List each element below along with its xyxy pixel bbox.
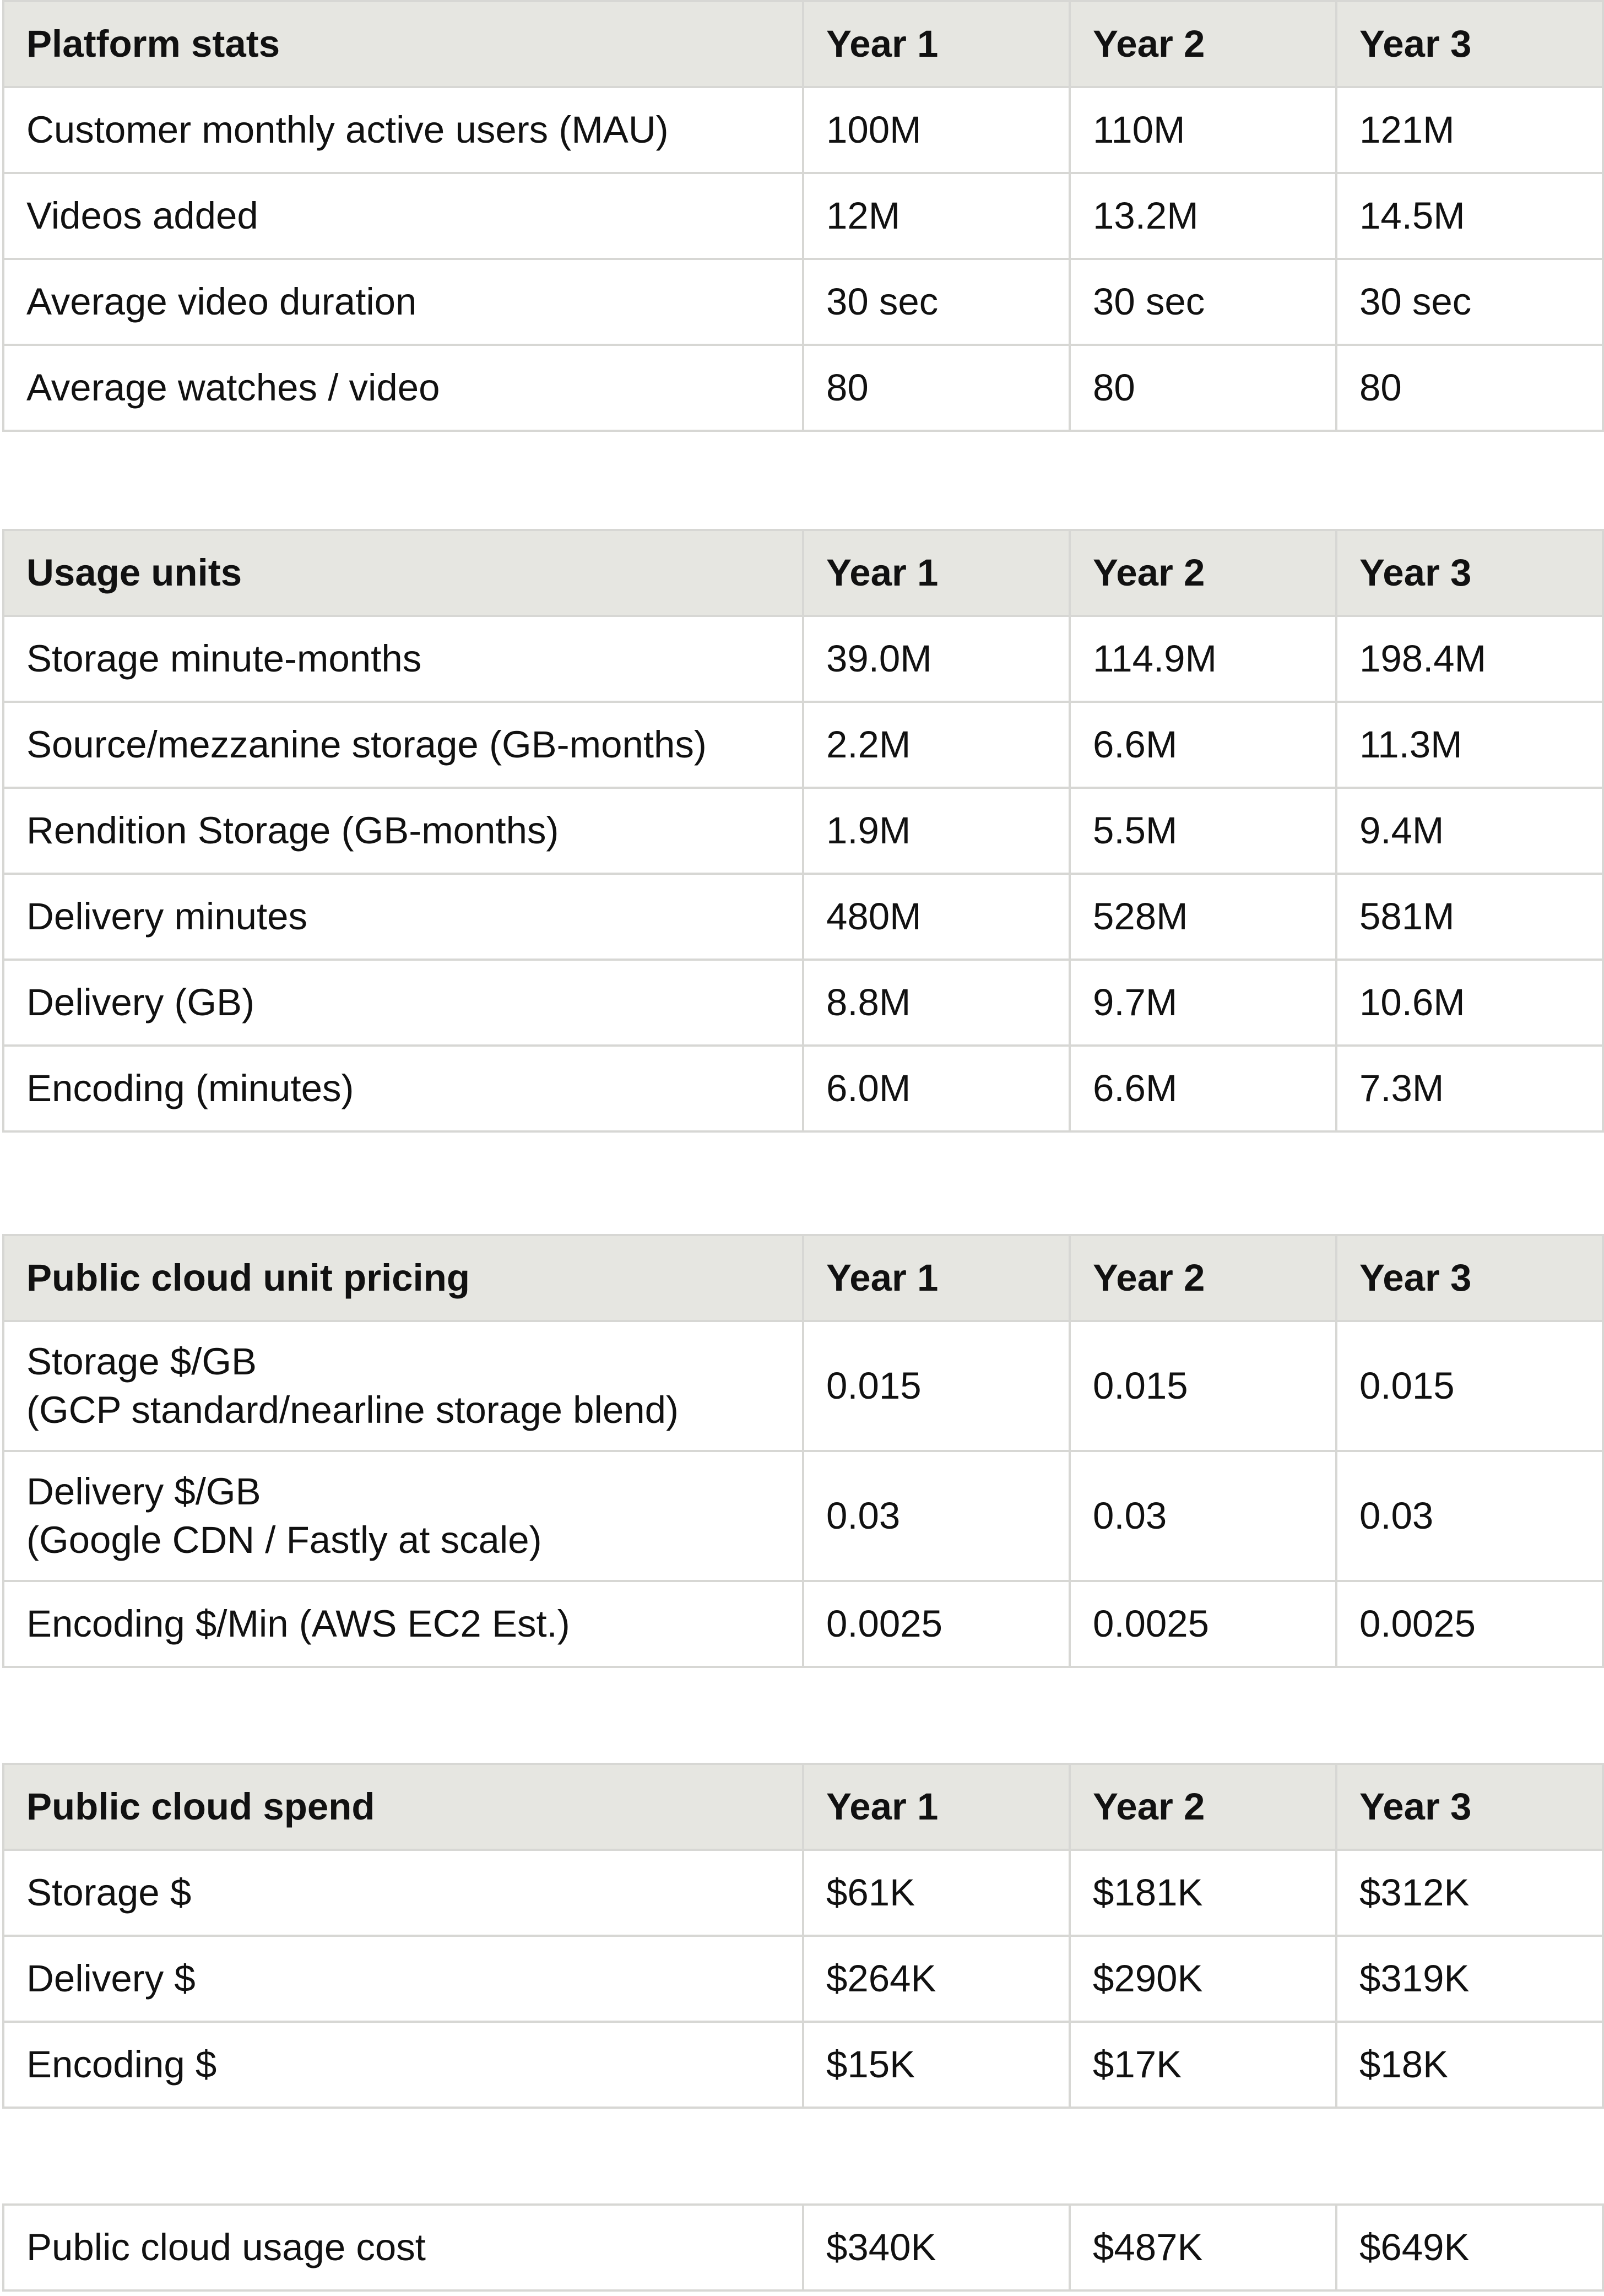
- cell-year-3: 11.3M: [1336, 702, 1603, 788]
- cell-year-2: 114.9M: [1070, 616, 1336, 702]
- table-row: [3, 874, 1603, 960]
- cell-year-2: $290K: [1070, 1936, 1336, 2022]
- cell-year-2: 528M: [1070, 874, 1336, 960]
- table-row: [3, 87, 1603, 173]
- row-label: Delivery $: [3, 1936, 803, 2022]
- cell-year-2: 0.0025: [1070, 1581, 1336, 1667]
- total-year-1: $340K: [803, 2205, 1070, 2290]
- table-title: Usage units: [3, 530, 803, 616]
- row-label: Videos added: [3, 173, 803, 259]
- cell-year-2: 80: [1070, 345, 1336, 431]
- column-header-year-3: Year 3: [1336, 1235, 1603, 1321]
- table-title: Public cloud spend: [3, 1764, 803, 1850]
- row-label-line-1: Storage $/GB: [26, 1340, 257, 1383]
- column-header-year-1: Year 1: [803, 1235, 1070, 1321]
- table-row: [3, 173, 1603, 259]
- column-header-year-1: Year 1: [803, 1764, 1070, 1850]
- table-row: [3, 788, 1603, 874]
- cell-year-1: 80: [803, 345, 1070, 431]
- cell-year-3: 0.015: [1336, 1321, 1603, 1451]
- cell-year-1: 1.9M: [803, 788, 1070, 874]
- column-header-year-1: Year 1: [803, 530, 1070, 616]
- row-label: Encoding $: [3, 2022, 803, 2108]
- cell-year-1: 2.2M: [803, 702, 1070, 788]
- cell-year-1: 8.8M: [803, 960, 1070, 1046]
- column-header-year-2: Year 2: [1070, 1235, 1336, 1321]
- table-row: [3, 1321, 1603, 1451]
- total-year-3: $649K: [1336, 2205, 1603, 2290]
- row-label: Source/mezzanine storage (GB-months): [3, 702, 803, 788]
- cell-year-2: 5.5M: [1070, 788, 1336, 874]
- row-label-line-2: (GCP standard/nearline storage blend): [26, 1389, 679, 1431]
- row-label: Encoding (minutes): [3, 1046, 803, 1131]
- row-label: [3, 1321, 803, 1451]
- row-label-line-2: (Google CDN / Fastly at scale): [26, 1519, 542, 1561]
- table-title: Platform stats: [3, 1, 803, 87]
- column-header-year-1: Year 1: [803, 1, 1070, 87]
- unit-pricing-table: [2, 1234, 1604, 1668]
- cell-year-2: 6.6M: [1070, 702, 1336, 788]
- row-label-line-1: Delivery $/GB: [26, 1470, 261, 1513]
- total-label: Public cloud usage cost: [3, 2205, 803, 2290]
- usage-units-table: [2, 529, 1604, 1133]
- table-row: [3, 1581, 1603, 1667]
- row-label: Rendition Storage (GB-months): [3, 788, 803, 874]
- table-row: [3, 1936, 1603, 2022]
- cell-year-3: 14.5M: [1336, 173, 1603, 259]
- usage-cost-total-table: [2, 2203, 1604, 2292]
- cell-year-2: $17K: [1070, 2022, 1336, 2108]
- cell-year-2: 0.03: [1070, 1451, 1336, 1581]
- cell-year-2: 9.7M: [1070, 960, 1336, 1046]
- cell-year-3: 30 sec: [1336, 259, 1603, 345]
- table-header-row: [3, 1235, 1603, 1321]
- cell-year-1: $264K: [803, 1936, 1070, 2022]
- table-header-row: [3, 1, 1603, 87]
- cell-year-2: 13.2M: [1070, 173, 1336, 259]
- cell-year-2: 6.6M: [1070, 1046, 1336, 1131]
- table-header-row: [3, 530, 1603, 616]
- cell-year-1: 30 sec: [803, 259, 1070, 345]
- column-header-year-3: Year 3: [1336, 1764, 1603, 1850]
- cell-year-1: 100M: [803, 87, 1070, 173]
- total-row: [3, 2205, 1603, 2290]
- row-label: Delivery (GB): [3, 960, 803, 1046]
- column-header-year-3: Year 3: [1336, 530, 1603, 616]
- table-row: [3, 702, 1603, 788]
- cell-year-2: 30 sec: [1070, 259, 1336, 345]
- row-label: Average watches / video: [3, 345, 803, 431]
- column-header-year-2: Year 2: [1070, 530, 1336, 616]
- cell-year-3: $18K: [1336, 2022, 1603, 2108]
- table-row: [3, 345, 1603, 431]
- column-header-year-3: Year 3: [1336, 1, 1603, 87]
- table-header-row: [3, 1764, 1603, 1850]
- cell-year-1: 480M: [803, 874, 1070, 960]
- cell-year-1: $15K: [803, 2022, 1070, 2108]
- cloud-spend-table: [2, 1763, 1604, 2109]
- cell-year-1: 0.0025: [803, 1581, 1070, 1667]
- cell-year-3: 121M: [1336, 87, 1603, 173]
- row-label: Encoding $/Min (AWS EC2 Est.): [3, 1581, 803, 1667]
- cell-year-3: 9.4M: [1336, 788, 1603, 874]
- table-row: [3, 960, 1603, 1046]
- cell-year-1: 6.0M: [803, 1046, 1070, 1131]
- column-header-year-2: Year 2: [1070, 1, 1336, 87]
- table-row: [3, 259, 1603, 345]
- cell-year-1: 0.03: [803, 1451, 1070, 1581]
- table-title: Public cloud unit pricing: [3, 1235, 803, 1321]
- row-label: Customer monthly active users (MAU): [3, 87, 803, 173]
- row-label: Storage $: [3, 1850, 803, 1936]
- cell-year-3: 0.0025: [1336, 1581, 1603, 1667]
- cell-year-3: $319K: [1336, 1936, 1603, 2022]
- cell-year-2: $181K: [1070, 1850, 1336, 1936]
- platform-stats-table: [2, 0, 1604, 432]
- row-label: Average video duration: [3, 259, 803, 345]
- total-year-2: $487K: [1070, 2205, 1336, 2290]
- cell-year-1: 39.0M: [803, 616, 1070, 702]
- column-header-year-2: Year 2: [1070, 1764, 1336, 1850]
- cell-year-1: 12M: [803, 173, 1070, 259]
- table-row: [3, 616, 1603, 702]
- row-label: Delivery minutes: [3, 874, 803, 960]
- cell-year-3: 7.3M: [1336, 1046, 1603, 1131]
- cell-year-1: 0.015: [803, 1321, 1070, 1451]
- table-row: [3, 2022, 1603, 2108]
- cell-year-3: 80: [1336, 345, 1603, 431]
- cell-year-2: 110M: [1070, 87, 1336, 173]
- cell-year-2: 0.015: [1070, 1321, 1336, 1451]
- cell-year-1: $61K: [803, 1850, 1070, 1936]
- row-label: [3, 1451, 803, 1581]
- row-label: Storage minute-months: [3, 616, 803, 702]
- table-row: [3, 1451, 1603, 1581]
- table-row: [3, 1850, 1603, 1936]
- cell-year-3: $312K: [1336, 1850, 1603, 1936]
- cell-year-3: 198.4M: [1336, 616, 1603, 702]
- cell-year-3: 10.6M: [1336, 960, 1603, 1046]
- cell-year-3: 581M: [1336, 874, 1603, 960]
- table-row: [3, 1046, 1603, 1131]
- cell-year-3: 0.03: [1336, 1451, 1603, 1581]
